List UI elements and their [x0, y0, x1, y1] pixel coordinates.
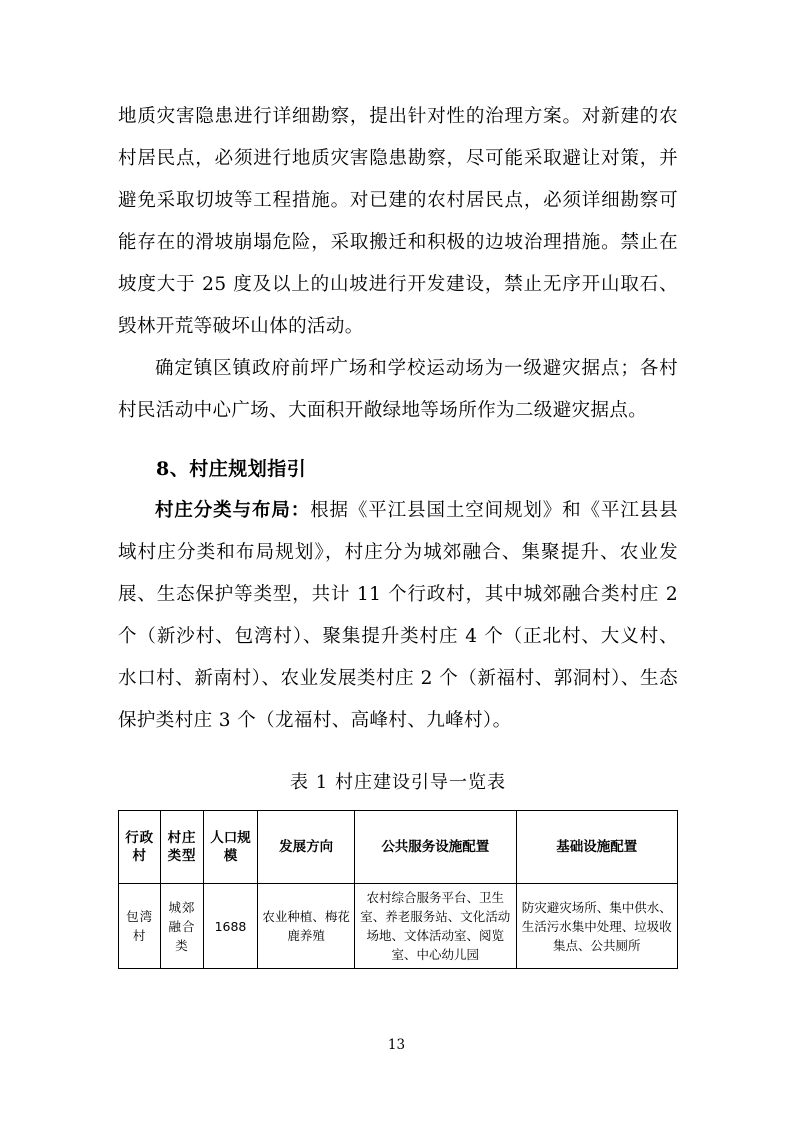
paragraph-village-classification — [118, 490, 678, 742]
table-header-population: 人口规模 — [203, 811, 257, 884]
table-header-admin-village: 行政村 — [119, 811, 161, 884]
cell-village-type: 城郊融合类 — [161, 884, 203, 969]
page-number: 13 — [387, 1037, 406, 1053]
table-header-direction: 发展方向 — [258, 811, 355, 884]
cell-population: 1688 — [203, 884, 257, 969]
village-guidance-table — [118, 810, 678, 969]
table-header-row — [119, 811, 678, 884]
table-header-infrastructure: 基础设施配置 — [516, 811, 677, 884]
paragraph-shelter-points: 确定镇区镇政府前坪广场和学校运动场为一级避灾据点；各村村民活动中心广场、大面积开敞绿地等场所作为二级避灾据点。 — [118, 358, 678, 421]
page-content — [118, 96, 678, 969]
paragraph-geohazard: 地质灾害隐患进行详细勘察，提出针对性的治理方案。对新建的农村居民点，必须进行地质灾害隐患勘察，尽可能采取避让对策，并避免采取切坡等工程措施。对已建的农村居民点，必须详细勘察可能存在的滑坡崩塌危险，采取搬迁和积极的边坡治理措施。禁止在坡度大于 25 度及以上的山坡进行开发建设，禁止无序开山取石、毁林开荒等破坏山体的活动。 — [118, 106, 678, 337]
section-heading-village-planning: 8、村庄规划指引 — [156, 458, 307, 480]
cell-direction: 农业种植、梅花鹿养殖 — [258, 884, 355, 969]
village-classification-lead: 村庄分类与布局： — [155, 500, 311, 521]
table-caption: 表 1 村庄建设引导一览表 — [290, 772, 506, 793]
cell-public-services: 农村综合服务平台、卫生室、养老服务站、文化活动场地、文体活动室、阅览室、中心幼儿园 — [355, 884, 516, 969]
table-header-public-services: 公共服务设施配置 — [355, 811, 516, 884]
cell-infrastructure: 防灾避灾场所、集中供水、生活污水集中处理、垃圾收集点、公共厕所 — [516, 884, 677, 969]
table-header-village-type: 村庄类型 — [161, 811, 203, 884]
village-classification-text: 根据《平江县国土空间规划》和《平江县县域村庄分类和布局规划》，村庄分为城郊融合、集聚提升、农业发展、生态保护等类型，共计 11 个行政村，其中城郊融合类村庄 2 个（新沙村、包湾村）、聚集提升类村庄 4 个（正北村、大义村、水口村、新南村）、农业发展类村庄 2 个（新福村、郭洞村）、生态保护类村庄 3 个（龙福村、高峰村、九峰村）。 — [118, 500, 678, 731]
cell-admin-village: 包湾村 — [119, 884, 161, 969]
table-row — [119, 884, 678, 969]
